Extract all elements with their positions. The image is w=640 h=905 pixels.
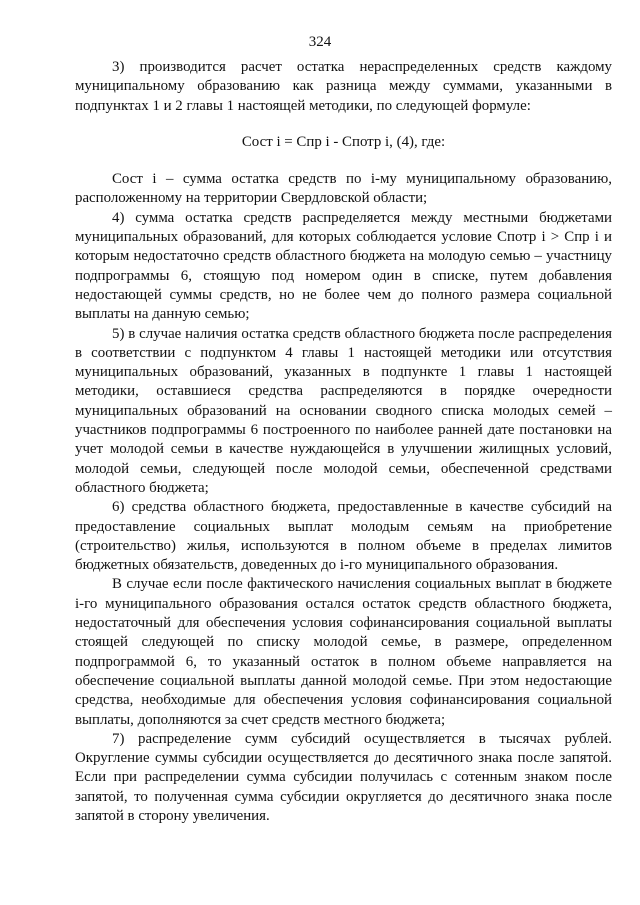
paragraph-item-4: 4) сумма остатка средств распределяется между местными бюджетами муниципальных образований, для которых соблюдается условие Спотр i > Спр i и которым недостаточно средств областного бюджета на молодую семью – участницу подпрограммы 6, стоящую под номером один в списке, путем добавления недостающей суммы средств, но не более чем до полного размера социальной выплаты на данную семью; <box>75 209 612 323</box>
formula: Сост i = Спр i - Спотр i, (4), где: <box>241 133 446 150</box>
paragraph-item-7: 7) распределение сумм субсидий осуществляется в тысячах рублей. Округление суммы субсидии осуществляется до десятичного знака после запятой. Если при распределении сумма субсидии получилась с сотенным знаком после запятой, то полученная сумма субсидии округляется до десятичного знака после запятой в сторону увеличения. <box>75 730 612 824</box>
paragraph-formula-definition: Сост i – сумма остатка средств по i-му муниципальному образованию, расположенному на территории Свердловской области; <box>75 171 612 207</box>
page-number: 324 <box>308 34 332 50</box>
paragraph-item-5: 5) в случае наличия остатка средств областного бюджета после распределения в соответствии с подпунктом 4 главы 1 настоящей методики или отсутствия муниципальных образований, указанных в подпункте 1 главы 1 настоящей методики, оставшиеся средства распределяются в порядке очередности муниципальных образований на основании сводного списка молодых семей – участников подпрограммы 6 построенного по наиболее ранней дате постановки на учет молодой семьи в качестве нуждающейся в улучшении жилищных условий, молодой семьи, следующей после молодой семьи, обеспеченной средствами областного бюджета; <box>75 325 612 496</box>
document-body <box>75 58 612 826</box>
paragraph-remaining-funds: В случае если после фактического начисления социальных выплат в бюджете i-го муниципального образования остался остаток средств областного бюджета, недостаточный для обеспечения условия софинансирования социальной выплаты стоящей следующей по списку молодой семье, в размере, определенном подпрограммой 6, то указанный остаток в полном объеме направляется на обеспечение социальной выплаты данной молодой семье. При этом недостающие средства, необходимые для обеспечения условия софинансирования социальной выплаты, дополняются за счет средств местного бюджета; <box>75 576 612 728</box>
paragraph-item-6: 6) средства областного бюджета, предоставленные в качестве субсидий на предоставление социальных выплат молодым семьям на приобретение (строительство) жилья, используются в полном объеме в пределах лимитов бюджетных обязательств, доведенных до i-го муниципального образования. <box>75 499 612 574</box>
paragraph-item-3: 3) производится расчет остатка нераспределенных средств каждому муниципальному образованию как разница между суммами, указанными в подпунктах 1 и 2 главы 1 настоящей методики, по следующей формуле: <box>75 59 612 114</box>
